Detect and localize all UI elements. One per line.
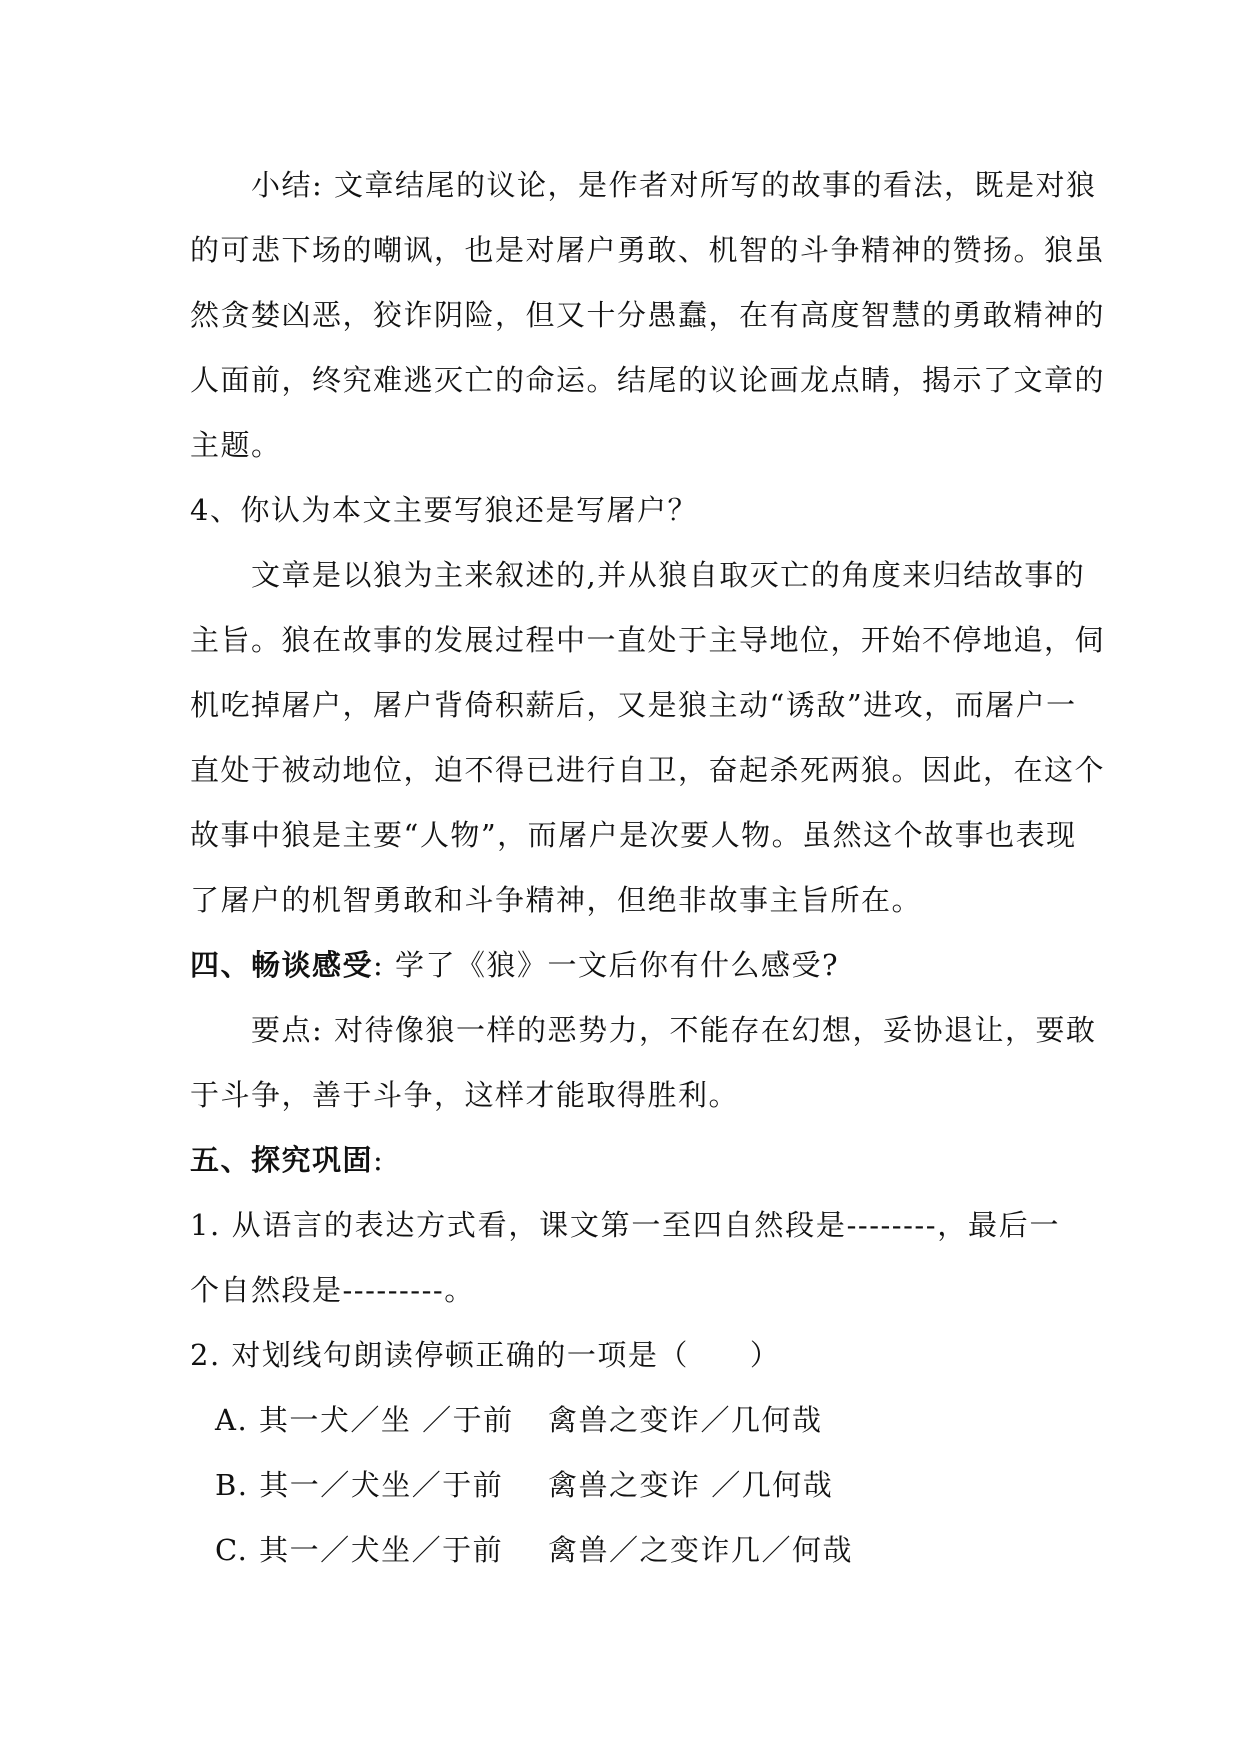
points-line-1: 要点: 对待像狼一样的恶势力，不能存在幻想，妥协退让，要敢 xyxy=(190,1013,1097,1047)
option-c-right: 禽兽／之变诈几／何哉 xyxy=(548,1533,854,1567)
section-5-text: : xyxy=(373,1143,385,1177)
option-b-left: B. 其一／犬坐／于前 xyxy=(215,1468,504,1502)
question-1-line-1: 1. 从语言的表达方式看，课文第一至四自然段是--------，最后一 xyxy=(190,1208,1060,1242)
summary-line-3: 然贪婪凶恶，狡诈阴险，但又十分愚蠢，在有高度智慧的勇敢精神的 xyxy=(190,298,1106,332)
summary-line-1: 小结: 文章结尾的议论，是作者对所写的故事的看法，既是对狼 xyxy=(190,168,1097,202)
option-a-right: 禽兽之变诈／几何哉 xyxy=(548,1403,823,1437)
summary-line-4: 人面前，终究难逃灭亡的命运。结尾的议论画龙点睛，揭示了文章的 xyxy=(190,363,1106,397)
option-c-left: C. 其一／犬坐／于前 xyxy=(215,1533,504,1567)
answer-line-1: 文章是以狼为主来叙述的,并从狼自取灭亡的角度来归结故事的 xyxy=(190,558,1086,592)
section-5 xyxy=(190,1140,1060,1180)
answer-line-4: 直处于被动地位，迫不得已进行自卫，奋起杀死两狼。因此，在这个 xyxy=(190,753,1106,787)
question-1-line-2: 个自然段是---------。 xyxy=(190,1273,475,1307)
section-4-heading: 四、畅谈感受 xyxy=(190,948,374,982)
answer-line-2: 主旨。狼在故事的发展过程中一直处于主导地位，开始不停地追，伺 xyxy=(190,623,1106,657)
question-4: 4、你认为本文主要写狼还是写屠户？ xyxy=(190,493,698,527)
question-2: 2. 对划线句朗读停顿正确的一项是（ ） xyxy=(190,1338,781,1372)
answer-line-5: 故事中狼是主要“人物”，而屠户是次要人物。虽然这个故事也表现 xyxy=(190,818,1077,852)
summary-line-2: 的可悲下场的嘲讽，也是对屠户勇敢、机智的斗争精神的赞扬。狼虽 xyxy=(190,233,1106,267)
answer-line-6: 了屠户的机智勇敢和斗争精神，但绝非故事主旨所在。 xyxy=(190,883,923,917)
option-b-right: 禽兽之变诈 ／几何哉 xyxy=(548,1468,834,1502)
section-4 xyxy=(190,945,1060,985)
summary-line-5: 主题。 xyxy=(190,428,282,462)
section-5-heading: 五、探究巩固 xyxy=(190,1143,374,1177)
points-line-2: 于斗争，善于斗争，这样才能取得胜利。 xyxy=(190,1078,740,1112)
option-a-left: A. 其一犬／坐 ／于前 xyxy=(215,1403,514,1437)
section-4-text: : 学了《狼》一文后你有什么感受? xyxy=(373,948,840,982)
answer-line-3: 机吃掉屠户，屠户背倚积薪后，又是狼主动“诱敌”进攻，而屠户一 xyxy=(190,688,1077,722)
